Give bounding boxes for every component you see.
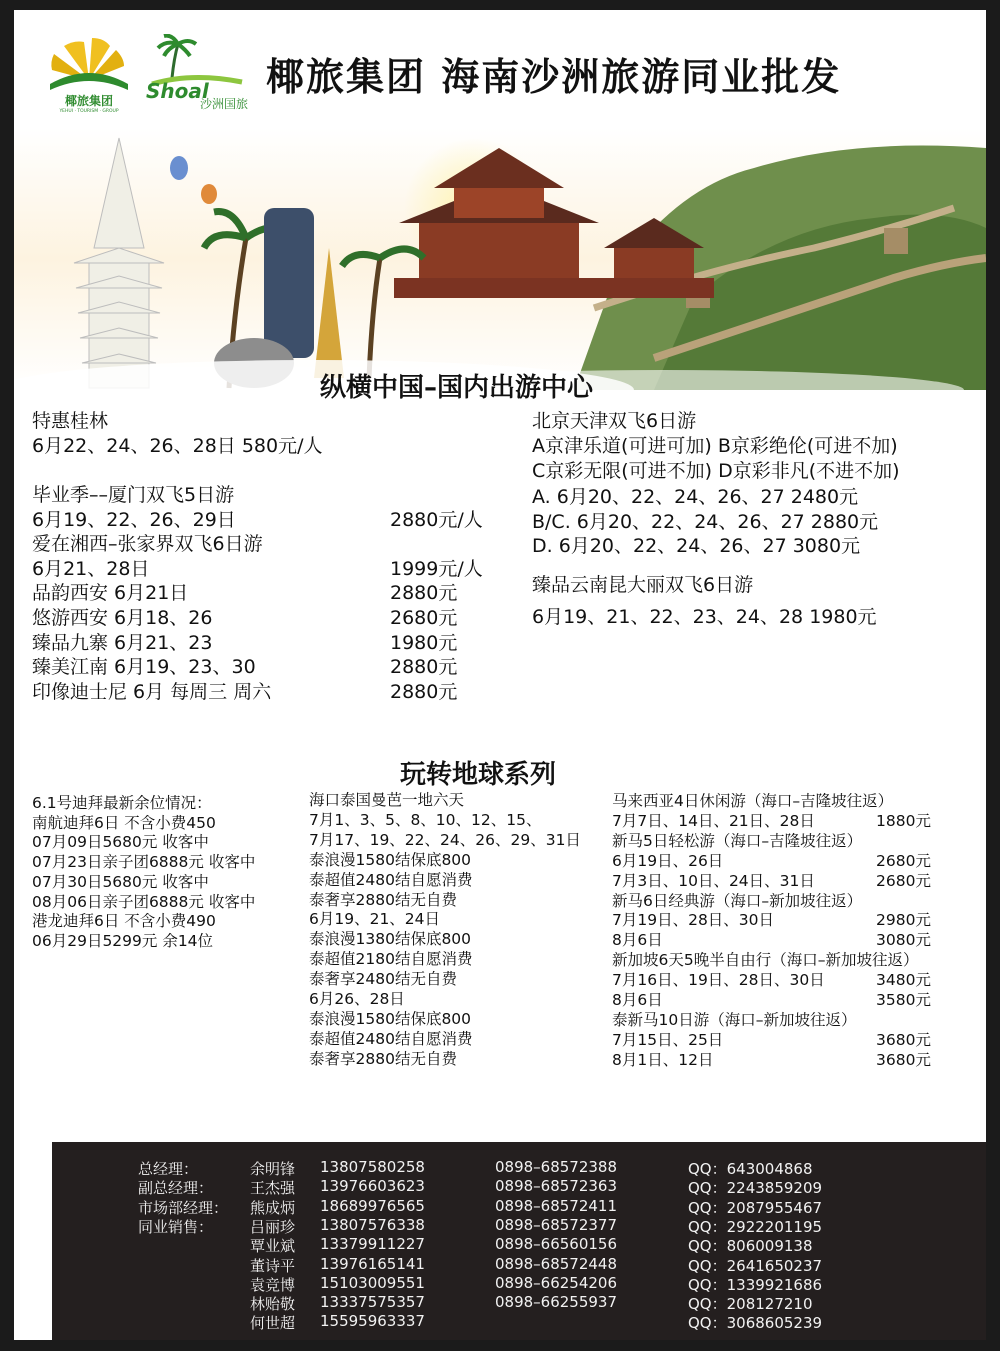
- contact-name: 王杰强: [250, 1179, 296, 1198]
- contact-name: 覃业斌: [250, 1237, 296, 1256]
- contact-tel: 0898–68572363: [495, 1177, 618, 1196]
- domestic-tour-price: 2680元: [390, 607, 458, 629]
- contact-tel: 0898–66560156: [495, 1235, 618, 1254]
- thailand-line: 7月17、19、22、24、26、29、31日: [309, 830, 581, 849]
- thailand-line: 泰奢享2480结无自费: [309, 970, 457, 989]
- thailand-line: 泰超值2480结自愿消费: [309, 1029, 473, 1048]
- sea-tour-line: 7月7日、14日、21日、28日: [612, 811, 815, 830]
- dubai-line: 港龙迪拜6日 不含小费490: [32, 912, 216, 931]
- domestic-tour-line: 特惠桂林: [32, 410, 109, 432]
- contact-tel: 0898–68572377: [495, 1215, 618, 1234]
- contact-qq: QQ：3068605239: [688, 1314, 823, 1333]
- contact-name: 吕丽珍: [250, 1217, 296, 1236]
- sea-tour-price: 3080元: [876, 931, 931, 950]
- domestic-tour-line: 印像迪士尼 6月 每周三 周六: [32, 681, 272, 703]
- domestic-right-line: 臻品云南昆大丽双飞6日游: [532, 574, 754, 596]
- domestic-tour-line: 毕业季––厦门双飞5日游: [32, 484, 235, 506]
- contact-qq: QQ：208127210: [688, 1295, 813, 1314]
- contact-role: 总经理：: [138, 1160, 199, 1178]
- sea-tour-line: 新马5日轻松游（海口–吉隆坡往返）: [612, 831, 863, 850]
- balloon-icon: [170, 156, 188, 180]
- domestic-right-line: D. 6月20、22、24、26、27 3080元: [532, 535, 861, 557]
- thailand-line: 泰超值2480结自愿消费: [309, 870, 473, 889]
- contact-mobile: 13807580258: [320, 1158, 425, 1176]
- domestic-tour-line: 悠游西安 6月18、26: [32, 607, 213, 629]
- dubai-line: 07月23日亲子团6888元 收客中: [32, 853, 256, 872]
- sea-tour-line: 7月3日、10日、24日、31日: [612, 871, 815, 890]
- sea-tour-price: 3480元: [876, 971, 931, 990]
- contact-name: 余明锋: [250, 1160, 296, 1178]
- contact-role: 副总经理：: [138, 1179, 214, 1198]
- sea-tour-price: 2680元: [876, 851, 931, 870]
- contact-qq: QQ：2087955467: [688, 1198, 823, 1217]
- contact-name: 何世超: [250, 1314, 296, 1333]
- logo1-sub: YEHUI · TOURISM · GROUP: [59, 109, 119, 112]
- sea-tour-price: 3580元: [876, 991, 931, 1009]
- thailand-line: 泰奢享2880结无自费: [309, 1049, 457, 1068]
- contact-qq: QQ：643004868: [688, 1160, 813, 1178]
- contact-qq: QQ：2922201195: [688, 1217, 823, 1236]
- sea-tour-price: 2980元: [876, 911, 931, 930]
- yelv-group-logo: [44, 32, 134, 112]
- sea-tour-price: 2680元: [876, 871, 931, 890]
- sea-tour-line: 7月15日、25日: [612, 1030, 724, 1049]
- domestic-right-line: C京彩无限(可进不加) D京彩非凡(不进不加): [532, 460, 900, 482]
- sea-tour-line: 8月6日: [612, 931, 663, 950]
- sea-tour-line: 马来西亚4日休闲游（海口–吉隆坡往返）: [612, 792, 894, 810]
- domestic-tour-price: 2880元/人: [390, 509, 483, 531]
- thailand-line: 泰浪漫1580结保底800: [309, 1009, 472, 1028]
- contact-name: 熊成炳: [250, 1198, 296, 1217]
- contacts-panel: [52, 1142, 986, 1340]
- sea-tour-price: 3680元: [876, 1050, 931, 1069]
- yelv-logo-icon: [44, 32, 134, 112]
- palm-tree-icon: [142, 34, 252, 114]
- dubai-line: 07月30日5680元 收客中: [32, 872, 209, 891]
- contact-role: 市场部经理：: [138, 1198, 229, 1217]
- domestic-right-line: A京津乐道(可进可加) B京彩绝伦(可进不加): [532, 435, 898, 457]
- sea-tour-line: 7月16日、19日、28日、30日: [612, 971, 825, 990]
- contact-mobile: 15595963337: [320, 1312, 425, 1331]
- domestic-right-line: A. 6月20、22、24、26、27 2480元: [532, 486, 859, 508]
- sea-tour-line: 7月19日、28日、30日: [612, 911, 775, 930]
- domestic-right-line: 6月19、21、22、23、24、28 1980元: [532, 606, 877, 628]
- page-title: 椰旅集团 海南沙洲旅游同业批发: [266, 55, 842, 99]
- contact-tel: 0898–66254206: [495, 1273, 618, 1292]
- contact-mobile: 15103009551: [320, 1273, 425, 1292]
- shoal-logo: [142, 34, 252, 114]
- contact-qq: QQ：2641650237: [688, 1256, 823, 1275]
- thailand-line: 6月19、21、24日: [309, 910, 441, 929]
- contact-qq: QQ：1339921686: [688, 1275, 823, 1294]
- contact-tel: 0898–68572388: [495, 1158, 618, 1176]
- dubai-line: 6.1号迪拜最新余位情况：: [32, 794, 212, 812]
- contact-mobile: 13807576338: [320, 1215, 425, 1234]
- thailand-line: 海口泰国曼芭一地六天: [309, 791, 465, 809]
- sea-tour-line: 泰新马10日游（海口–新加坡往返）: [612, 1010, 857, 1029]
- sea-tour-price: 1880元: [876, 811, 931, 830]
- contact-qq: QQ：2243859209: [688, 1179, 823, 1198]
- thailand-line: 泰超值2180结自愿消费: [309, 950, 473, 969]
- dubai-line: 06月29日5299元 余14位: [32, 931, 214, 950]
- sea-tour-line: 8月1日、12日: [612, 1050, 714, 1069]
- sea-tour-line: 新马6日经典游（海口–新加坡往返）: [612, 891, 863, 910]
- domestic-tour-line: 臻美江南 6月19、23、30: [32, 656, 256, 678]
- logo2-brand: Shoal: [146, 79, 209, 103]
- contact-tel: 0898–66255937: [495, 1293, 618, 1312]
- dubai-line: 08月06日亲子团6888元 收客中: [32, 892, 256, 911]
- contact-name: 林贻敬: [250, 1295, 296, 1314]
- thailand-line: 泰浪漫1580结保底800: [309, 850, 472, 869]
- contact-tel: 0898–68572448: [495, 1254, 618, 1273]
- sea-tour-line: 新加坡6天5晚半自由行（海口–新加坡往返）: [612, 951, 919, 970]
- dubai-line: 南航迪拜6日 不含小费450: [32, 813, 216, 832]
- contact-mobile: 13337575357: [320, 1293, 425, 1312]
- thailand-line: 6月26、28日: [309, 990, 405, 1008]
- contact-name: 董诗平: [250, 1256, 296, 1275]
- domestic-tour-price: 2880元: [390, 681, 458, 703]
- sea-tour-line: 6月19日、26日: [612, 851, 724, 870]
- contact-tel: 0898–68572411: [495, 1196, 618, 1215]
- contact-name: 袁竞博: [250, 1275, 296, 1294]
- domestic-tour-price: 1999元/人: [390, 558, 483, 580]
- domestic-right-line: B/C. 6月20、22、24、26、27 2880元: [532, 511, 879, 533]
- thailand-line: 泰浪漫1380结保底800: [309, 930, 472, 949]
- landmarks-illustration: [14, 128, 986, 390]
- domestic-tour-line: 臻品九寨 6月21、23: [32, 632, 213, 654]
- domestic-tour-price: 2880元: [390, 656, 458, 678]
- dubai-line: 07月09日5680元 收客中: [32, 833, 209, 852]
- domestic-section-title: 纵横中国–国内出游中心: [320, 373, 594, 403]
- contact-mobile: 18689976565: [320, 1196, 425, 1215]
- contact-mobile: 13976603623: [320, 1177, 425, 1196]
- domestic-tour-line: 6月21、28日: [32, 558, 150, 580]
- logo2-name: 沙洲国旅: [200, 97, 249, 111]
- domestic-tour-line: 品韵西安 6月21日: [32, 582, 189, 604]
- thailand-line: 7月1、3、5、8、10、12、15、: [309, 810, 542, 829]
- domestic-right-line: 北京天津双飞6日游: [532, 410, 697, 432]
- domestic-tour-line: 6月19、22、26、29日: [32, 509, 236, 531]
- sea-tour-price: 3680元: [876, 1030, 931, 1049]
- domestic-tour-price: 1980元: [390, 632, 458, 654]
- thailand-line: 泰奢享2880结无自费: [309, 890, 457, 909]
- contact-qq: QQ：806009138: [688, 1237, 813, 1256]
- domestic-tour-line: 6月22、24、26、28日 580元/人: [32, 435, 323, 457]
- contact-role: 同业销售：: [138, 1217, 214, 1236]
- sea-tour-line: 8月6日: [612, 991, 663, 1009]
- statue-icon: [264, 208, 314, 358]
- flyer-page: [14, 10, 986, 1340]
- scenic-banner: [14, 128, 986, 390]
- contact-mobile: 13976165141: [320, 1254, 425, 1273]
- domestic-tour-line: 爱在湘西–张家界双飞6日游: [32, 533, 263, 555]
- global-section-title: 玩转地球系列: [400, 760, 557, 790]
- logo1-name: 椰旅集团: [64, 94, 114, 108]
- contact-mobile: 13379911227: [320, 1235, 425, 1254]
- domestic-tour-price: 2880元: [390, 582, 458, 604]
